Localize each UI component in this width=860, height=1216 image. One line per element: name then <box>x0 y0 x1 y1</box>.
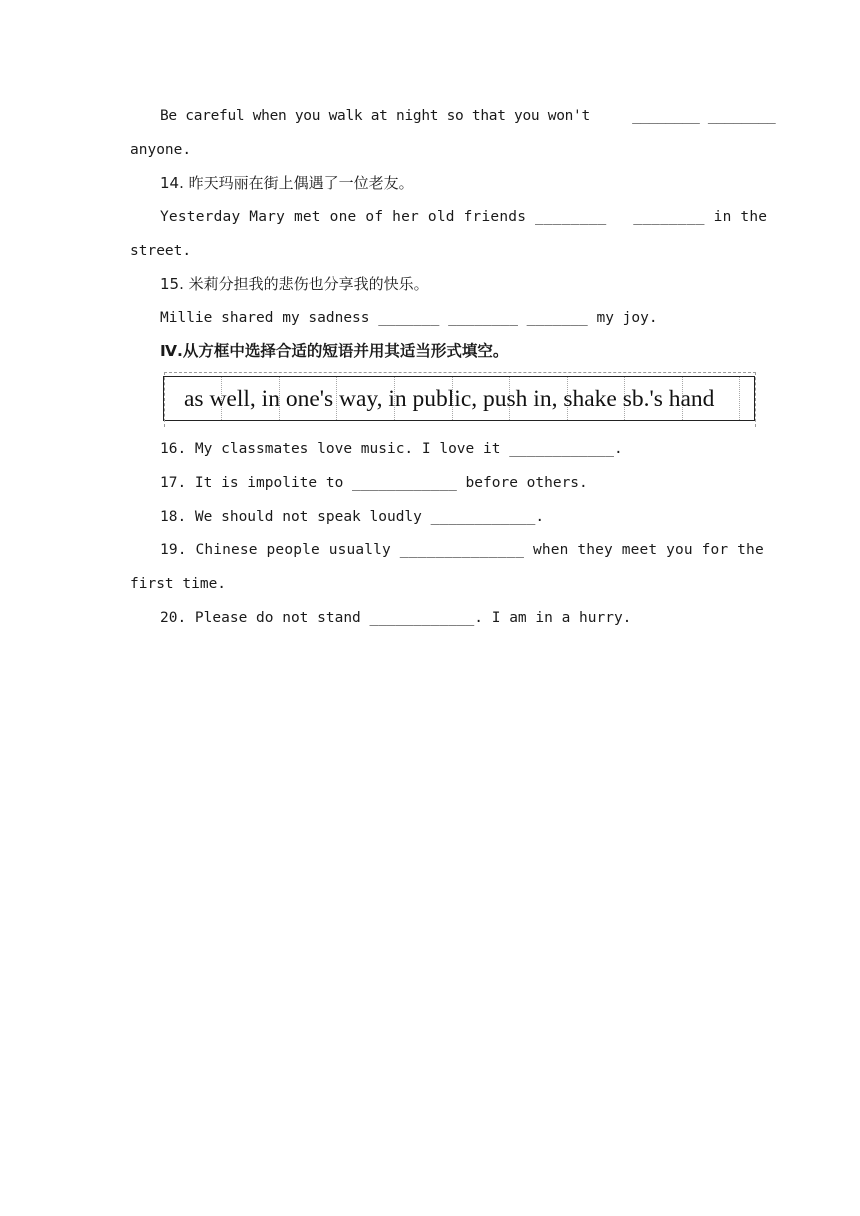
phrase-box-divider <box>739 377 740 420</box>
q15-chinese-prompt: 15. 米莉分担我的悲伤也分享我的快乐。 <box>160 275 429 293</box>
phrase-list: as well, in one's way, in public, push in, shake sb.'s hand <box>184 386 715 412</box>
q20-sentence: 20. Please do not stand ____________. I am in a hurry. <box>160 610 632 626</box>
q15-sentence: Millie shared my sadness _______ ________ _______ my joy. <box>160 310 658 326</box>
q19-sentence: 19. Chinese people usually ______________ when they meet you for the <box>160 542 764 558</box>
phrase-box <box>163 376 755 421</box>
section-heading: Ⅳ.从方框中选择合适的短语并用其适当形式填空。 <box>160 342 509 360</box>
q19-continuation: first time. <box>130 576 227 592</box>
q14-sentence: Yesterday Mary met one of her old friends ________ ________ in the <box>160 209 768 225</box>
q16-sentence: 16. My classmates love music. I love it ____________. <box>160 441 623 457</box>
q18-sentence: 18. We should not speak loudly ____________. <box>160 509 545 525</box>
q13-continuation: anyone. <box>130 142 192 158</box>
q14-continuation: street. <box>130 243 192 259</box>
q17-sentence: 17. It is impolite to ____________ before others. <box>160 475 588 491</box>
q14-chinese-prompt: 14. 昨天玛丽在街上偶遇了一位老友。 <box>160 174 414 192</box>
q13-sentence: Be careful when you walk at night so that you won't ________ ________ <box>160 108 776 124</box>
